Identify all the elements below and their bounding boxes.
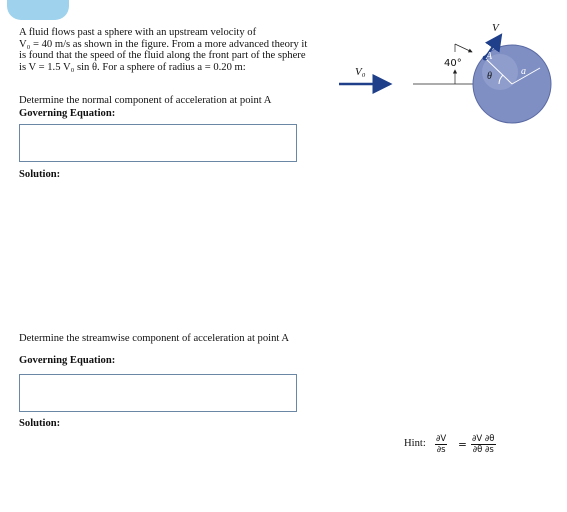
v0-label: V₀ <box>355 66 366 78</box>
hint-equals: = <box>458 439 467 451</box>
hint-rhs-numerator: ∂V ∂θ <box>472 434 495 444</box>
hint-rhs-fraction <box>471 434 496 455</box>
theta-label: θ <box>487 71 492 82</box>
hint-lhs-fraction <box>435 434 447 455</box>
problem-line: is V = 1.5 V₀ sin θ. For a sphere of radius a = 0.20 m: <box>19 61 246 73</box>
hint-rhs-denominator: ∂θ ∂s <box>472 445 494 455</box>
hint-label: Hint: <box>404 438 426 449</box>
problem-line: V₀ = 40 m/s as shown in the figure. From a more advanced theory it <box>19 38 308 50</box>
part2-question: Determine the streamwise component of acceleration at point A <box>19 333 290 344</box>
hint-equation <box>404 434 514 460</box>
part2-solution-label: Solution: <box>19 418 61 429</box>
part1-solution-label: Solution: <box>19 169 61 180</box>
hint-lhs-numerator: ∂V <box>436 434 447 444</box>
part1-governing-label: Governing Equation: <box>19 108 116 119</box>
hint-lhs-denominator: ∂s <box>436 445 446 455</box>
part1-question: Determine the normal component of acceleration at point A <box>19 95 272 106</box>
angle-label: 40° <box>444 58 462 69</box>
problem-line: A fluid flows past a sphere with an upstream velocity of <box>19 27 257 38</box>
velocity-v-label: V <box>492 22 499 34</box>
part2-governing-label: Governing Equation: <box>19 355 116 366</box>
radius-label: a <box>521 66 526 77</box>
point-a-label: A <box>486 51 493 62</box>
problem-line: is found that the speed of the fluid along the front part of the sphere <box>19 50 306 62</box>
